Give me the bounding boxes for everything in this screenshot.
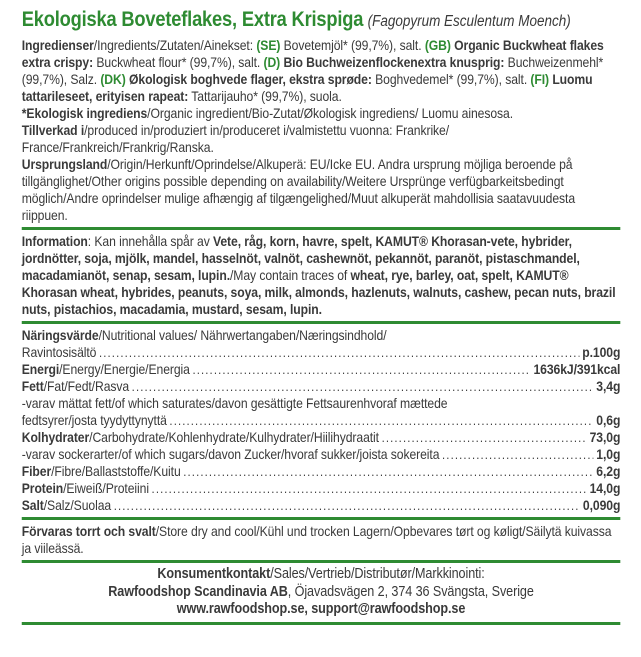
nutrient-label (22, 378, 129, 395)
text-run: /Salz/Suolaa (43, 497, 112, 513)
nutrient-label (22, 361, 190, 378)
text-run: Buckwheat flour* (99,7%), salt. (93, 54, 264, 70)
section-divider (22, 227, 621, 230)
nutrition-row (22, 480, 621, 497)
text-run: Tattarijauho* (99,7%), suola. (188, 88, 342, 104)
nutrient-label (22, 327, 387, 343)
text-run: Energi (21, 361, 60, 377)
text-run: /May contain traces of (229, 267, 351, 283)
text-run: Økologisk boghvede flager, ekstra sprøde: (129, 71, 372, 87)
text-run: Organic Buckwheat flakes extra crispy: (21, 37, 604, 70)
organic-ingredient-note (22, 105, 621, 122)
text-run: Ursprungsland (21, 156, 108, 172)
nutrition-row (22, 327, 621, 361)
text-run: /Energy/Energie/Energia (59, 361, 190, 377)
text-run: Protein (21, 480, 64, 496)
text-run: Konsumentkontakt (157, 566, 271, 582)
nutrition-row (22, 429, 621, 446)
nutrition-row (22, 378, 621, 395)
nutrient-label (22, 463, 181, 480)
text-run: (D) (263, 54, 281, 70)
text-run: Näringsvärde (21, 327, 99, 343)
text-run: Vete, råg, korn, havre, spelt, KAMUT® Khorasan-vete, hybrider, jordnötter, soja, mjölk, mandel, hasselnöt, valnöt, cashewnöt, pekannöt, paranöt, pistaschmandel, macadamianöt, senap, sesam, lupin. (21, 233, 580, 283)
nutrient-value: p.100g (582, 344, 621, 360)
origin-paragraph (22, 156, 621, 224)
text-run: Bovetemjöl* (99,7%), salt. (280, 37, 425, 53)
text-run: /Ingredients/Zutaten/Ainekset: (93, 37, 257, 53)
dot-leader (382, 429, 587, 446)
made-in-paragraph (22, 122, 621, 156)
nutrient-label (22, 497, 111, 514)
dot-leader (192, 361, 530, 378)
nutrition-table (22, 327, 621, 514)
allergen-information-paragraph (22, 233, 621, 318)
text-run: Ingredienser (21, 37, 94, 53)
text-run: /Origin/Herkunft/Oprindelse/Alkuperä: EU/Icke EU. Andra ursprung möjliga beroende på tillgänglighet/Other origins possible depending on availability/Weitere Ursprünge verfügbarkeitsbedingt möglich/Andre oprindelser mulige afhængig af tilgængelighed/Muut alkuperät mahdollisia saatavuudesta riippuen. (21, 156, 576, 223)
product-title (22, 7, 621, 34)
dot-leader (152, 480, 587, 497)
contact-block (22, 566, 621, 619)
nutrient-value: 14,0g (589, 480, 621, 496)
dot-leader (132, 378, 594, 395)
text-run: : Kan innehålla spår av (87, 233, 214, 249)
dot-leader (442, 446, 594, 463)
text-run: Kolhydrater (21, 429, 90, 445)
text-run: /Eiweiß/Proteiini (63, 480, 149, 496)
text-run: -varav sockerarter/of which sugars/davon Zucker/hvoraf sukker/joista sokereita (21, 446, 440, 462)
nutrient-label (22, 395, 448, 411)
text-run: /Fat/Fedt/Rasva (43, 378, 130, 394)
contact-line (22, 566, 621, 584)
latin-name: (Fagopyrum Esculentum Moench) (367, 13, 571, 30)
section-divider (22, 321, 621, 324)
text-run: /Sales/Vertrieb/Distributør/Markkinointi: (270, 566, 485, 582)
section-divider (22, 560, 621, 563)
section-divider (22, 622, 621, 625)
text-run: Salt (21, 497, 44, 513)
nutrient-label-continued: Ravintosisältö (21, 344, 97, 360)
text-run: (SE) (256, 37, 281, 53)
nutrient-label (22, 480, 149, 497)
text-run: -varav mättat fett/of which saturates/davon gesättigte Fettsaurenhvoraf mættede (21, 395, 448, 411)
nutrition-row (22, 395, 621, 429)
text-run: Boghvedemel* (99,7%), salt. (371, 71, 531, 87)
text-run: (DK) (100, 71, 126, 87)
nutrient-label (22, 429, 379, 446)
dot-leader (183, 463, 593, 480)
contact-line (22, 601, 621, 619)
nutrient-value: 0,090g (582, 497, 621, 513)
text-run: (GB) (424, 37, 451, 53)
text-run: Luomu tattarileseet, erityisen rapeat: (21, 71, 593, 104)
text-run: www.rawfoodshop.se, support@rawfoodshop.se (176, 601, 466, 617)
dot-leader (114, 497, 581, 514)
nutrition-row (22, 446, 621, 463)
text-run: /Store dry and cool/Kühl und trocken Lagern/Opbevares tørt og køligt/Säilytä kuivassa ja viileässä. (21, 523, 612, 556)
dot-leader (99, 344, 580, 361)
nutrient-value: 1,0g (596, 446, 621, 462)
nutrient-value: 73,0g (589, 429, 621, 445)
text-run: /produced in/produziert in/produceret i/valmistettu vuonna: Frankrike/ France/Frankreich/Frankrig/Ranska. (21, 122, 450, 155)
text-run: wheat, rye, barley, oat, spelt, KAMUT® Khorasan wheat, hybrides, peanuts, soya, milk, almonds, hazlenuts, walnuts, cashew, pecan nuts, brazil nuts, pistachios, macadamia, mustard, sesam, lupin. (21, 267, 616, 317)
text-run: Tillverkad i (21, 122, 85, 138)
nutrition-row (22, 497, 621, 514)
ingredients-paragraph (22, 37, 621, 105)
text-run: /Nutritional values/ Nährwertangaben/Næringsindhold/ (98, 327, 387, 343)
nutrient-value: 0,6g (596, 412, 621, 428)
nutrient-value: 1636kJ/391kcal (533, 361, 621, 377)
section-divider (22, 517, 621, 520)
text-run: /Fibre/Ballaststoffe/Kuitu (51, 463, 181, 479)
text-run: , Öjavadsvägen 2, 374 36 Svängsta, Sverige (287, 583, 534, 600)
contact-line (22, 584, 621, 602)
nutrient-label-continued: fedtsyrer/josta tyydyttynyttä (21, 412, 167, 428)
text-run: Information (21, 233, 88, 249)
product-name: Ekologiska Boveteflakes, Extra Krispiga (21, 8, 364, 31)
nutrient-value: 3,4g (596, 378, 621, 394)
dot-leader (169, 412, 593, 429)
text-run: Fett (21, 378, 44, 394)
text-run: Bio Buchweizenflockenextra knusprig: (283, 54, 505, 70)
text-run: Buchweizenmehl* (99,7%), Salz. (21, 54, 604, 87)
text-run: Fiber (21, 463, 52, 479)
text-run: Rawfoodshop Scandinavia AB (108, 583, 288, 600)
text-run: (FI) (530, 71, 550, 87)
text-run: Förvaras torrt och svalt (21, 523, 156, 539)
text-run: /Organic ingredient/Bio-Zutat/Økologisk ingrediens/ Luomu ainesosa. (147, 105, 514, 121)
nutrient-label (22, 446, 440, 463)
nutrient-value: 6,2g (596, 463, 621, 479)
text-run: /Carbohydrate/Kohlenhydrate/Kulhydrater/Hiilihydraatit (89, 429, 379, 445)
nutrition-row (22, 463, 621, 480)
nutrition-row (22, 361, 621, 378)
storage-paragraph (22, 523, 621, 557)
text-run: *Ekologisk ingrediens (21, 105, 148, 121)
